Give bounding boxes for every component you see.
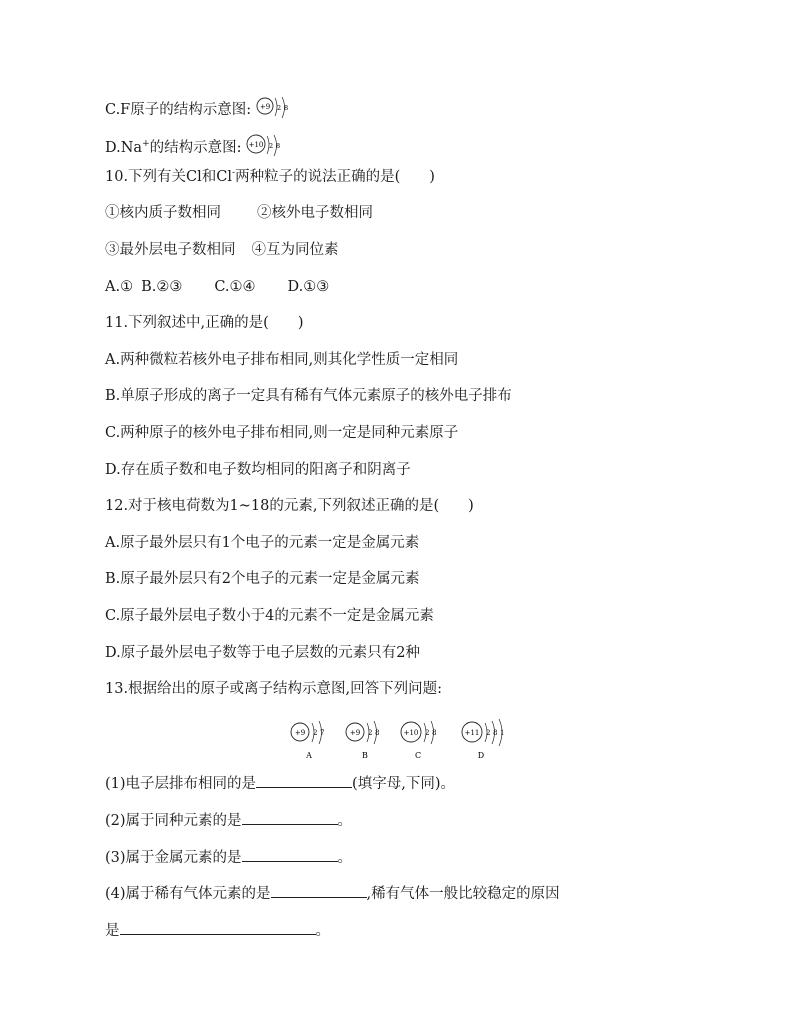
diagram-b-label: B <box>362 751 368 760</box>
svg-text:+9: +9 <box>349 729 361 737</box>
diagram-a <box>291 721 324 760</box>
q9-option-c <box>105 96 292 124</box>
answer-blank-3[interactable] <box>242 847 338 862</box>
svg-text:+10: +10 <box>403 729 419 737</box>
answer-blank-4[interactable] <box>271 883 367 898</box>
q12-option-c: C.原子最外层电子数小于4的元素不一定是金属元素 <box>105 608 434 624</box>
q11-option-b: B.单原子形成的离子一定具有稀有气体元素原子的核外电子排布 <box>105 388 512 404</box>
svg-text:2: 2 <box>486 729 491 737</box>
q13-part-2: (2)属于同种元素的是 。 <box>105 810 352 831</box>
svg-text:+11: +11 <box>464 729 480 737</box>
svg-text:8: 8 <box>375 729 380 737</box>
q9-option-d: D.Na+的结构示意图: +10 2 8 <box>105 134 284 162</box>
svg-text:2: 2 <box>425 729 430 737</box>
q9-option-c-text: C.F原子的结构示意图: <box>105 102 252 118</box>
svg-text:2: 2 <box>313 729 318 737</box>
diagram-b <box>346 721 379 760</box>
fluorine-atom-diagram <box>256 96 292 124</box>
q10-answers: A.① B.②③ C.①④ D.①③ <box>105 279 330 295</box>
diagram-a-label: A <box>306 751 312 760</box>
sodium-ion-diagram <box>246 134 284 162</box>
q13-part-4-cont: 是 。 <box>105 920 330 941</box>
svg-text:8: 8 <box>276 142 281 150</box>
q13-structure-diagrams <box>285 714 515 762</box>
diagram-c-label: C <box>414 751 422 760</box>
answer-blank-2[interactable] <box>242 810 338 825</box>
svg-text:8: 8 <box>432 729 437 737</box>
q12-option-b: B.原子最外层只有2个电子的元素一定是金属元素 <box>105 571 420 587</box>
q13-part-1: (1)电子层排布相同的是 (填字母,下同)。 <box>105 773 455 794</box>
q11-option-c: C.两种原子的核外电子排布相同,则一定是同种元素原子 <box>105 425 459 441</box>
diagram-c <box>401 721 436 760</box>
q12-stem: 12.对于核电荷数为1~18的元素,下列叙述正确的是( ) <box>105 498 474 514</box>
svg-text:+10: +10 <box>248 141 264 149</box>
nucleus-label: +9 <box>259 103 270 111</box>
svg-text:+9: +9 <box>294 729 306 737</box>
q11-stem: 11.下列叙述中,正确的是( ) <box>105 315 304 331</box>
svg-text:2: 2 <box>269 142 274 150</box>
q11-option-d: D.存在质子数和电子数均相同的阳离子和阴离子 <box>105 462 411 478</box>
q10-statements-1: ①核内质子数相同 ②核外电子数相同 <box>105 205 373 221</box>
svg-text:8: 8 <box>283 104 288 112</box>
q10-statements-2: ③最外层电子数相同 ④互为同位素 <box>105 242 339 258</box>
q11-option-a: A.两种微粒若核外电子排布相同,则其化学性质一定相同 <box>105 352 459 368</box>
q13-part-3: (3)属于金属元素的是 。 <box>105 847 352 868</box>
q10-stem: 10.下列有关Cl和Cl-两种粒子的说法正确的是( ) <box>105 168 435 185</box>
answer-blank-1[interactable] <box>256 773 352 788</box>
answer-blank-5[interactable] <box>120 920 316 935</box>
svg-text:2: 2 <box>276 104 281 112</box>
svg-text:8: 8 <box>493 729 498 737</box>
q13-stem: 13.根据给出的原子或离子结构示意图,回答下列问题: <box>105 681 443 697</box>
q12-option-a: A.原子最外层只有1个电子的元素一定是金属元素 <box>105 535 420 551</box>
diagram-d-label: D <box>477 751 485 760</box>
svg-text:7: 7 <box>320 729 325 737</box>
q12-option-d: D.原子最外层电子数等于电子层数的元素只有2种 <box>105 645 420 661</box>
q13-part-4: (4)属于稀有气体元素的是 ,稀有气体一般比较稳定的原因 <box>105 883 560 904</box>
svg-text:2: 2 <box>368 729 373 737</box>
diagram-d <box>462 719 504 760</box>
svg-text:1: 1 <box>500 729 505 737</box>
